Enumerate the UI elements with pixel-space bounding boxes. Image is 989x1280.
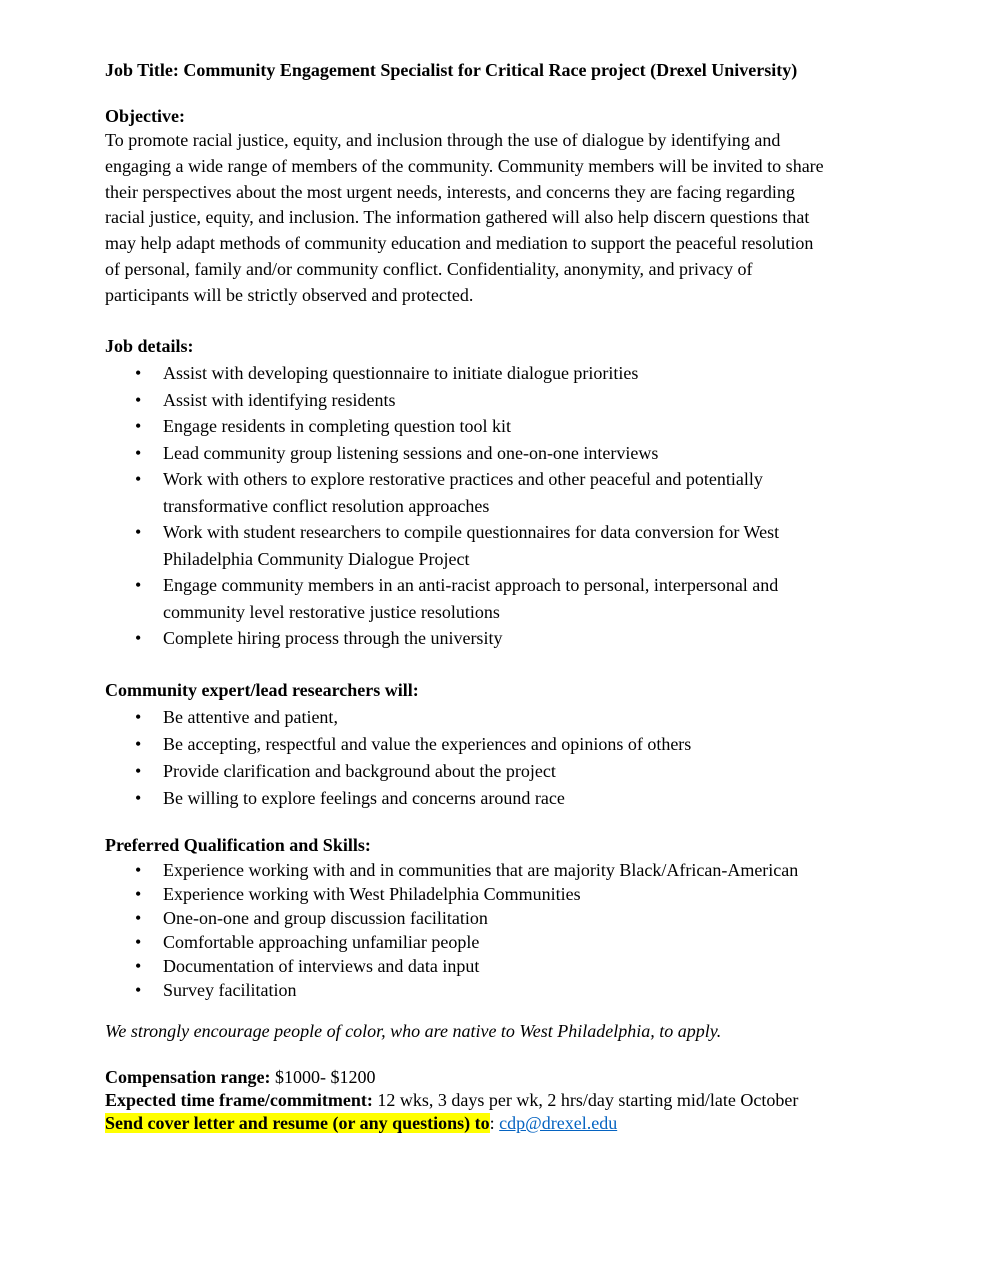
objective-paragraph (105, 128, 905, 309)
job-details-list (0, 360, 779, 652)
list-item: • One-on-one and group discussion facilitation (0, 906, 798, 930)
objective-line: may help adapt methods of community education and mediation to support the peaceful resolution (105, 233, 814, 254)
list-item: • Complete hiring process through the university (0, 625, 779, 652)
list-item: • Engage community members in an anti-racist approach to personal, interpersonal and community level restorative justice resolutions (0, 572, 779, 625)
list-item: • Be accepting, respectful and value the experiences and opinions of others (0, 731, 691, 758)
list-item: • Comfortable approaching unfamiliar people (0, 930, 798, 954)
contact-separator: : (489, 1113, 500, 1133)
community-expert-heading: Community expert/lead researchers will: (105, 680, 419, 700)
compensation-block (105, 1066, 798, 1135)
list-item: • Assist with identifying residents (0, 387, 779, 414)
compensation-value: $1000- $1200 (270, 1067, 376, 1087)
community-expert-list (0, 704, 691, 812)
list-item: • Experience working with West Philadelphia Communities (0, 882, 798, 906)
contact-row (105, 1112, 798, 1135)
timeframe-row (105, 1089, 798, 1112)
email-link[interactable]: cdp@drexel.edu (499, 1113, 618, 1133)
list-item: • Experience working with and in communities that are majority Black/African-American (0, 858, 798, 882)
list-item: • Assist with developing questionnaire to initiate dialogue priorities (0, 360, 779, 387)
compensation-label: Compensation range: (105, 1067, 271, 1087)
objective-heading: Objective: (105, 106, 185, 126)
objective-line: To promote racial justice, equity, and inclusion through the use of dialogue by identifying and (105, 130, 781, 150)
objective-line: racial justice, equity, and inclusion. The information gathered will also help discern questions that (105, 207, 810, 228)
list-item: • Work with student researchers to compile questionnaires for data conversion for West Philadelphia Community Dialogue Project (0, 519, 779, 572)
contact-label: Send cover letter and resume (or any questions) to (105, 1113, 490, 1133)
list-item: • Survey facilitation (0, 978, 798, 1002)
preferred-heading: Preferred Qualification and Skills: (105, 835, 371, 855)
list-item: • Work with others to explore restorative practices and other peaceful and potentially transformative conflict resolution approaches (0, 466, 779, 519)
job-title: Job Title: Community Engagement Specialist for Critical Race project (Drexel University) (105, 60, 798, 80)
timeframe-value: 12 wks, 3 days per wk, 2 hrs/day starting mid/late October (372, 1090, 799, 1110)
objective-line: participants will be strictly observed and protected. (105, 284, 474, 305)
job-details-heading: Job details: (105, 336, 194, 356)
objective-line: engaging a wide range of members of the community. Community members will be invited to share (105, 155, 824, 176)
objective-line: of personal, family and/or community conflict. Confidentiality, anonymity, and privacy of (105, 258, 753, 279)
objective-line: their perspectives about the most urgent needs, interests, and concerns they are facing regarding (105, 181, 795, 202)
list-item: • Provide clarification and background about the project (0, 758, 691, 785)
timeframe-label: Expected time frame/commitment: (105, 1090, 373, 1110)
encouragement-note: We strongly encourage people of color, who are native to West Philadelphia, to apply. (105, 1021, 722, 1041)
list-item: • Be willing to explore feelings and concerns around race (0, 785, 691, 812)
preferred-list (0, 858, 798, 1002)
compensation-row (105, 1066, 798, 1089)
list-item: • Be attentive and patient, (0, 704, 691, 731)
list-item: • Engage residents in completing question tool kit (0, 413, 779, 440)
list-item: • Lead community group listening sessions and one-on-one interviews (0, 440, 779, 467)
list-item: • Documentation of interviews and data input (0, 954, 798, 978)
